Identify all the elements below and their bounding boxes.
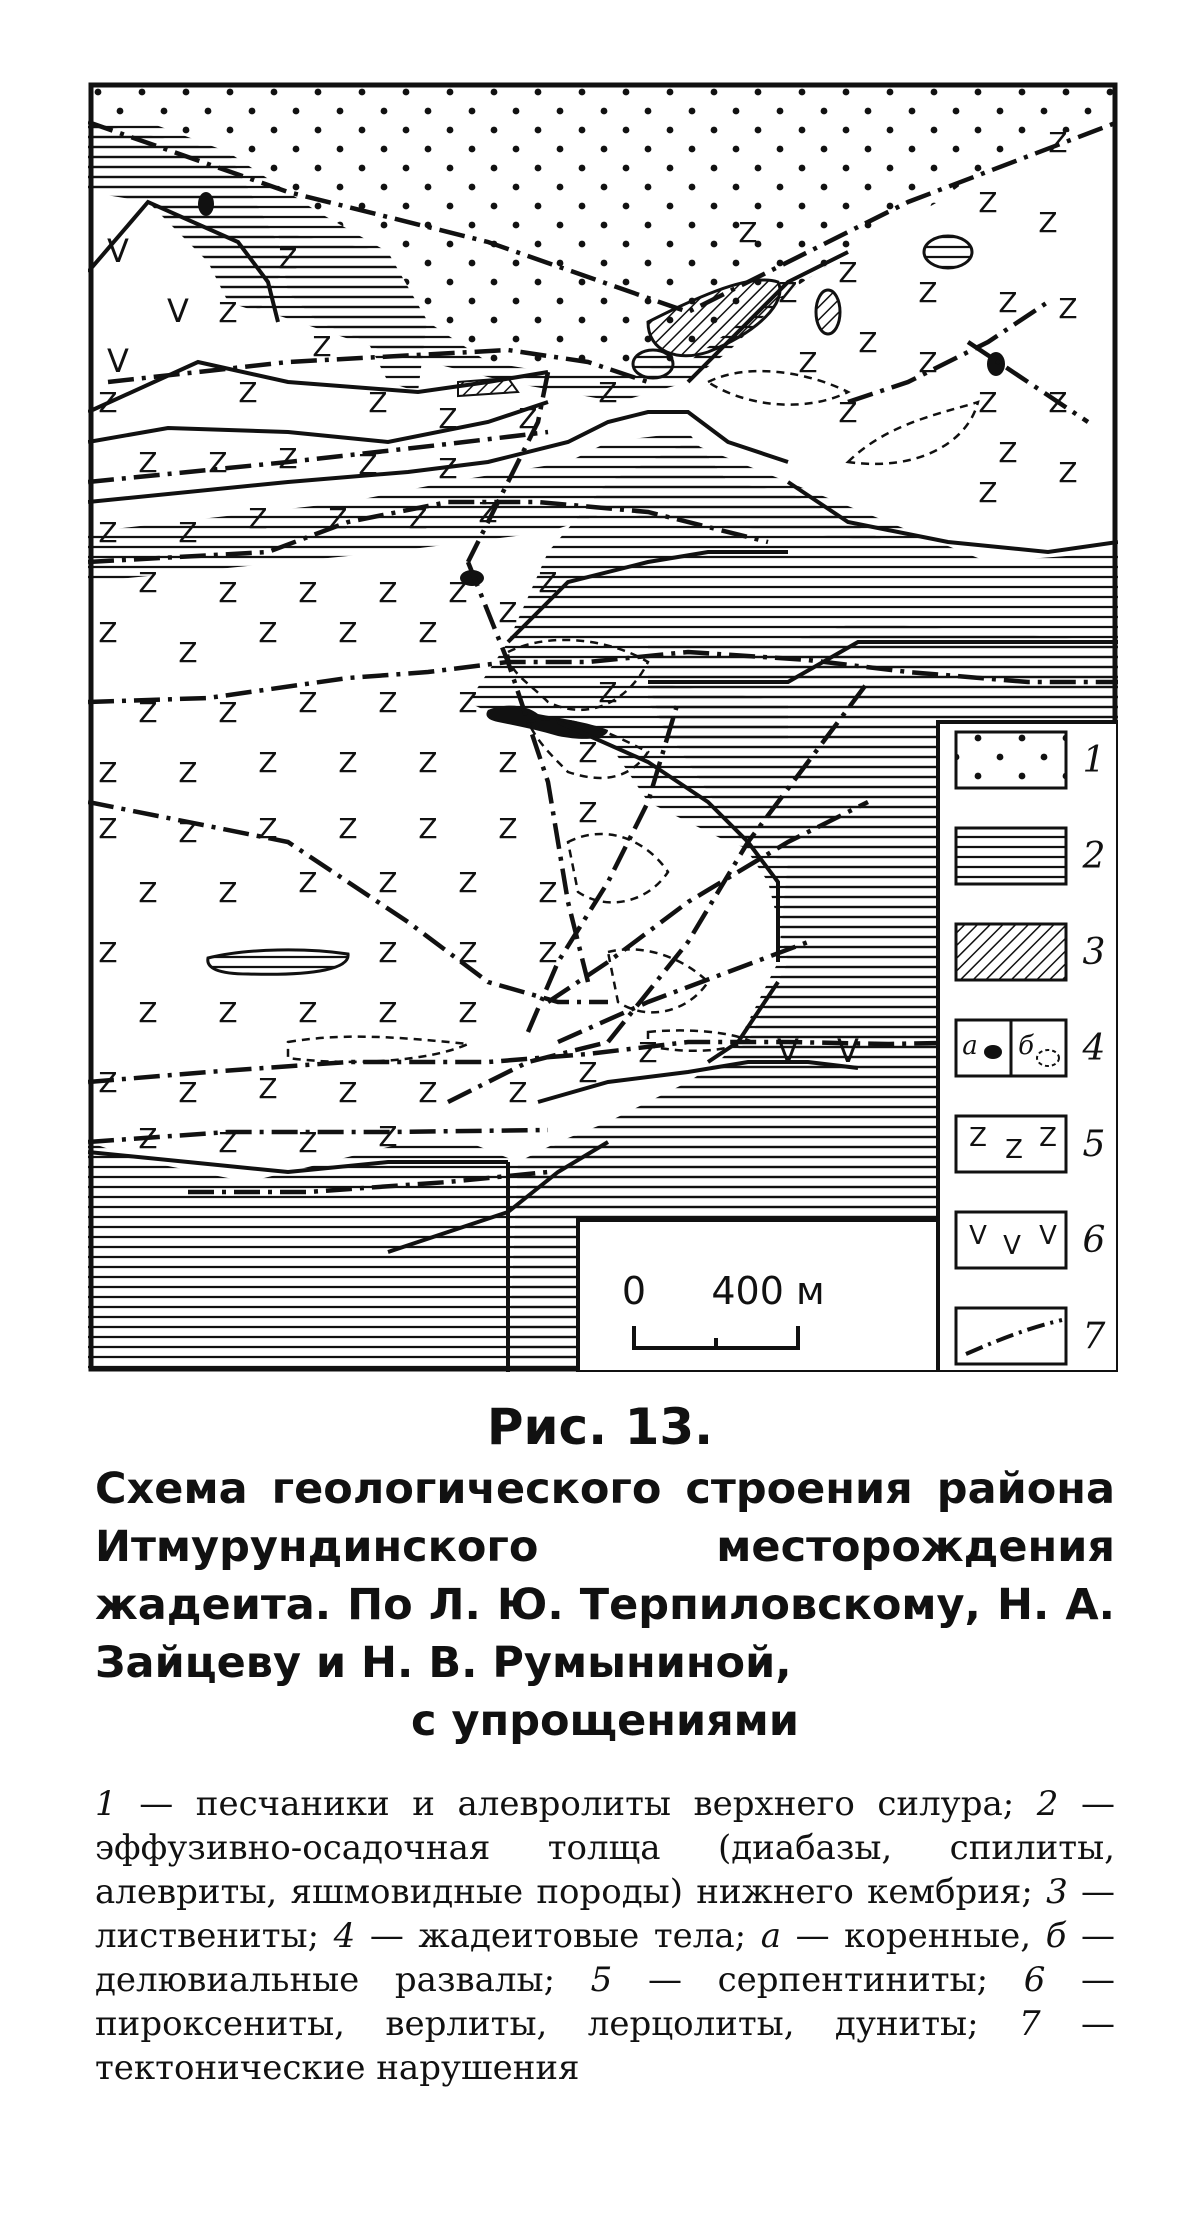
svg-text:Z: Z (378, 1120, 398, 1153)
svg-text:Z: Z (498, 746, 518, 779)
legend-number-3: 3 (1082, 932, 1106, 973)
svg-text:Z: Z (1005, 1135, 1023, 1165)
geological-map (88, 82, 1118, 1372)
svg-text:Z: Z (278, 442, 298, 475)
legend-number-2: 2 (1082, 836, 1106, 877)
svg-text:Z: Z (418, 812, 438, 845)
svg-text:Z: Z (138, 696, 158, 729)
svg-text:Z: Z (178, 1076, 198, 1109)
svg-text:Z: Z (518, 402, 538, 435)
svg-text:Z: Z (978, 186, 998, 219)
svg-text:Z: Z (498, 812, 518, 845)
svg-text:Z: Z (418, 616, 438, 649)
scale-zero: 0 (621, 1269, 647, 1313)
svg-text:Z: Z (338, 812, 358, 845)
svg-text:V: V (969, 1221, 987, 1251)
svg-text:Z: Z (98, 616, 118, 649)
legend-text-num-6: 6 (1023, 1960, 1046, 2000)
svg-text:Z: Z (438, 452, 458, 485)
svg-text:Z: Z (578, 736, 598, 769)
svg-text:Z: Z (578, 1056, 598, 1089)
svg-text:Z: Z (312, 330, 332, 363)
svg-text:Z: Z (918, 276, 938, 309)
legend-number-4: 4 (1082, 1028, 1106, 1069)
svg-text:Z: Z (368, 386, 388, 419)
svg-text:Z: Z (298, 1126, 318, 1159)
legend-text-a-desc: — коренные, (780, 1916, 1046, 1956)
svg-text:Z: Z (458, 686, 478, 719)
svg-text:Z: Z (998, 436, 1018, 469)
legend-4a-label: а (962, 1031, 978, 1061)
legend-text-num-4: 4 (333, 1916, 356, 1956)
svg-text:Z: Z (1039, 1123, 1057, 1153)
svg-text:Z: Z (858, 326, 878, 359)
svg-text:Z: Z (508, 1076, 528, 1109)
caption-tail: с упрощениями (411, 1696, 799, 1746)
legend-text-a: а (760, 1916, 781, 1956)
legend-number-5: 5 (1082, 1124, 1106, 1165)
svg-text:Z: Z (98, 812, 118, 845)
svg-text:Z: Z (98, 386, 118, 419)
svg-text:Z: Z (438, 402, 458, 435)
legend-text-7: — тектонические нарушения (95, 2004, 1115, 2088)
svg-text:Z: Z (638, 1036, 658, 1069)
svg-text:Z: Z (138, 996, 158, 1029)
legend-text-2: — эффузивно-осадочная толща (диабазы, спилиты, алевриты, яшмовидные породы) нижнего кембрия; (95, 1784, 1115, 1912)
legend-text-b: б (1045, 1916, 1067, 1956)
legend-text-5: — серпентиниты; (612, 1960, 1024, 2000)
svg-text:Z: Z (378, 866, 398, 899)
svg-text:Z: Z (458, 866, 478, 899)
legend-explanation (95, 1782, 1115, 2090)
svg-text:Z: Z (408, 502, 428, 535)
svg-text:V: V (1003, 1231, 1021, 1261)
svg-text:V: V (777, 1032, 799, 1070)
svg-text:Z: Z (578, 796, 598, 829)
svg-text:V: V (107, 342, 129, 380)
svg-text:Z: Z (838, 256, 858, 289)
legend-number-6: 6 (1082, 1220, 1106, 1261)
legend-text-num-2: 2 (1036, 1784, 1059, 1824)
svg-text:Z: Z (278, 242, 298, 275)
svg-text:Z: Z (218, 876, 238, 909)
scale-label: 400 м (711, 1269, 825, 1313)
svg-text:Z: Z (298, 576, 318, 609)
svg-text:Z: Z (1058, 456, 1078, 489)
figure-caption (95, 1460, 1115, 1750)
legend-text-num-3: 3 (1046, 1872, 1068, 1912)
svg-text:Z: Z (258, 812, 278, 845)
svg-text:Z: Z (138, 446, 158, 479)
svg-text:Z: Z (598, 676, 618, 709)
svg-text:Z: Z (538, 876, 558, 909)
legend-text-6: — пироксениты, верлиты, лерцолиты, дуниты; (95, 1960, 1115, 2044)
svg-text:Z: Z (298, 866, 318, 899)
svg-text:Z: Z (98, 516, 118, 549)
svg-text:Z: Z (1048, 386, 1068, 419)
svg-text:Z: Z (918, 346, 938, 379)
svg-text:V: V (837, 1032, 859, 1070)
svg-text:Z: Z (358, 448, 378, 481)
legend-4b-label: б (1018, 1031, 1034, 1061)
svg-text:Z: Z (258, 1072, 278, 1105)
svg-text:Z: Z (98, 936, 118, 969)
svg-text:Z: Z (338, 1076, 358, 1109)
legend-text-b-desc: — делювиальные развалы; (95, 1916, 1116, 2000)
legend-text-4: — жадеитовые тела; (355, 1916, 761, 1956)
svg-text:Z: Z (218, 996, 238, 1029)
svg-text:Z: Z (138, 876, 158, 909)
svg-text:Z: Z (178, 636, 198, 669)
svg-text:Z: Z (218, 1126, 238, 1159)
svg-text:Z: Z (838, 396, 858, 429)
svg-text:Z: Z (378, 686, 398, 719)
svg-text:V: V (1039, 1221, 1057, 1251)
svg-text:Z: Z (498, 596, 518, 629)
svg-text:Z: Z (378, 576, 398, 609)
svg-text:Z: Z (978, 476, 998, 509)
svg-text:Z: Z (98, 756, 118, 789)
svg-text:Z: Z (978, 386, 998, 419)
legend-text-num-5: 5 (590, 1960, 613, 2000)
svg-text:Z: Z (338, 746, 358, 779)
svg-text:Z: Z (258, 616, 278, 649)
legend-text-3: — листвениты; (95, 1872, 1115, 1956)
svg-text:Z: Z (478, 496, 498, 529)
svg-text:Z: Z (208, 446, 228, 479)
svg-text:Z: Z (178, 816, 198, 849)
svg-text:Z: Z (238, 376, 258, 409)
svg-text:Z: Z (538, 566, 558, 599)
svg-text:Z: Z (98, 1066, 118, 1099)
svg-text:Z: Z (538, 936, 558, 969)
svg-text:Z: Z (969, 1123, 987, 1153)
svg-text:Z: Z (338, 616, 358, 649)
svg-text:Z: Z (458, 936, 478, 969)
svg-text:V: V (107, 232, 129, 270)
svg-text:Z: Z (138, 1122, 158, 1155)
svg-text:Z: Z (448, 576, 468, 609)
legend-text-num-7: 7 (1018, 2004, 1041, 2044)
svg-text:V: V (167, 292, 189, 330)
svg-text:Z: Z (378, 996, 398, 1029)
legend-swatch-3 (956, 924, 1066, 980)
legend-text-1: — песчаники и алевролиты верхнего силура; (116, 1784, 1037, 1824)
svg-text:Z: Z (298, 686, 318, 719)
svg-text:Z: Z (178, 516, 198, 549)
svg-text:Z: Z (258, 746, 278, 779)
svg-text:Z: Z (1038, 206, 1058, 239)
legend-swatch-2 (956, 828, 1066, 884)
svg-text:Z: Z (418, 1076, 438, 1109)
legend-text-num-1: 1 (95, 1784, 117, 1824)
legend-number-7: 7 (1082, 1316, 1106, 1357)
svg-text:Z: Z (248, 502, 268, 535)
svg-text:Z: Z (1058, 292, 1078, 325)
svg-text:Z: Z (738, 216, 758, 249)
caption-text: Схема геологического строения района Итмурундинского месторождения жадеита. По Л. Ю. Терпиловскому, Н. А. Зайцеву и Н. В. Румыниной, (95, 1464, 1115, 1688)
svg-text:Z: Z (138, 566, 158, 599)
svg-text:Z: Z (458, 996, 478, 1029)
figure-label: Рис. 13. (486, 1398, 714, 1456)
svg-text:Z: Z (328, 502, 348, 535)
svg-text:Z: Z (218, 296, 238, 329)
svg-text:Z: Z (218, 696, 238, 729)
svg-text:Z: Z (778, 276, 798, 309)
svg-text:Z: Z (178, 756, 198, 789)
svg-text:Z: Z (998, 286, 1018, 319)
legend-number-1: 1 (1082, 740, 1106, 781)
svg-text:Z: Z (1048, 126, 1068, 159)
svg-text:Z: Z (378, 936, 398, 969)
svg-text:Z: Z (218, 576, 238, 609)
svg-text:Z: Z (298, 996, 318, 1029)
svg-text:Z: Z (798, 346, 818, 379)
svg-text:Z: Z (418, 746, 438, 779)
svg-text:Z: Z (598, 376, 618, 409)
